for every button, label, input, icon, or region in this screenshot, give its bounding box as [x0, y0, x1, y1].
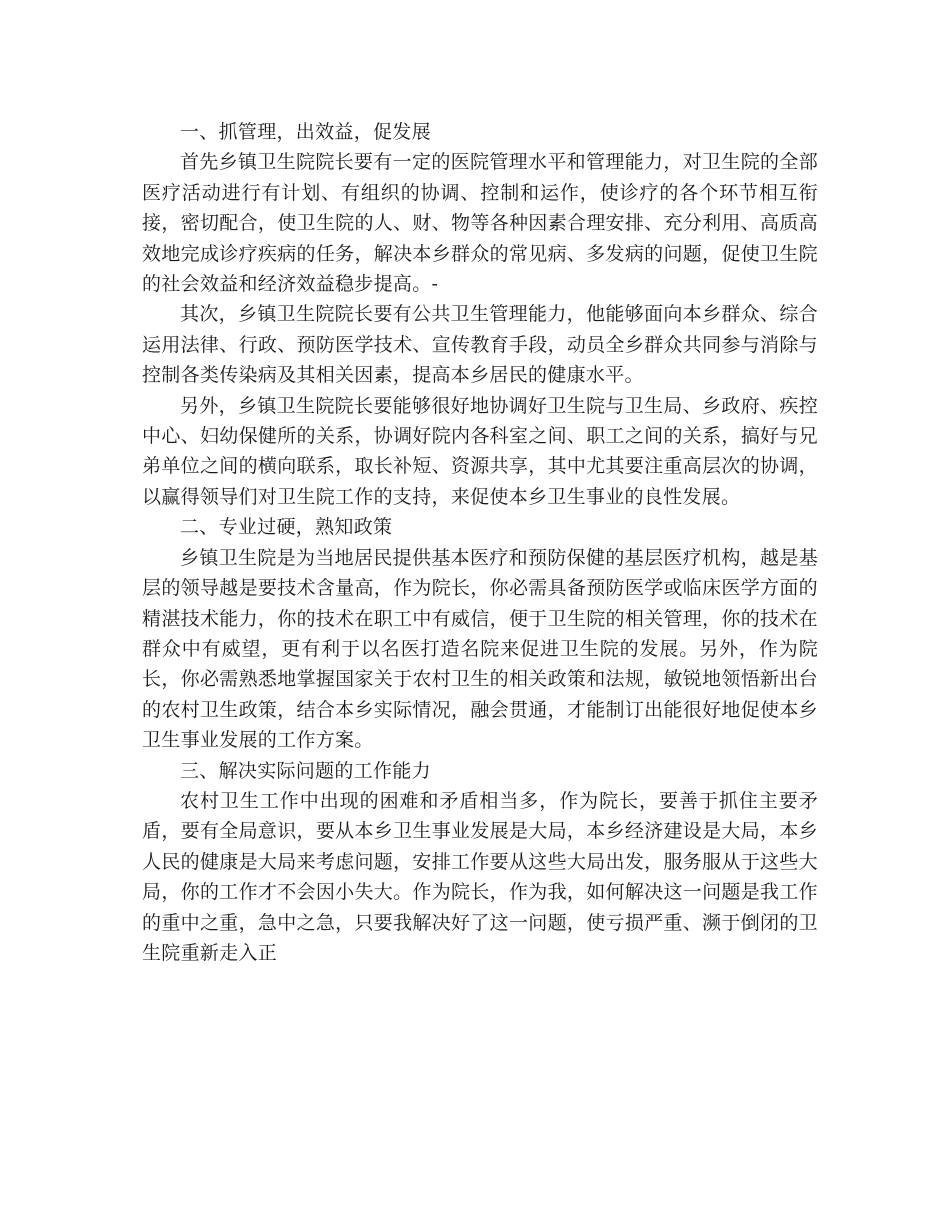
section-heading-1: 一、抓管理，出效益，促发展: [180, 121, 431, 143]
paragraph-public-health: 其次，乡镇卫生院院长要有公共卫生管理能力，他能够面向本乡群众、综合运用法律、行政、预防医学技术、宣传教育手段，动员全乡群众共同参与消除与控制各类传染病及其相关因素，提高本乡居民的健康水平。: [142, 303, 818, 387]
paragraph-problem-solving: 农村卫生工作中出现的困难和矛盾相当多，作为院长，要善于抓住主要矛盾，要有全局意识，要从本乡卫生事业发展是大局，本乡经济建设是大局，本乡人民的健康是大局来考虑问题，安排工作要从这些大局出发，服务服从于这些大局，你的工作才不会因小失大。作为院长，作为我，如何解决这一问题是我工作的重中之重，急中之急，只要我解决好了这一问题，使亏损严重、濒于倒闭的卫生院重新走入正: [142, 789, 818, 964]
section-heading-3: 三、解决实际问题的工作能力: [180, 759, 431, 782]
document-body: [142, 117, 818, 968]
paragraph-coordination: 另外，乡镇卫生院院长要能够很好地协调好卫生院与卫生局、乡政府、疾控中心、妇幼保健所的关系，协调好院内各科室之间、职工之间的关系，搞好与兄弟单位之间的横向联系，取长补短、资源共享，其中尤其要注重高层次的协调，以赢得领导们对卫生院工作的支持，来促使本乡卫生事业的良性发展。: [142, 394, 818, 508]
paragraph-management-ability: 首先乡镇卫生院院长要有一定的医院管理水平和管理能力，对卫生院的全部医疗活动进行有计划、有组织的协调、控制和运作，使诊疗的各个环节相互衔接，密切配合，使卫生院的人、财、物等各种因素合理安排、充分利用、高质高效地完成诊疗疾病的任务，解决本乡群众的常见病、多发病的问题，促使卫生院的社会效益和经济效益稳步提高。-: [142, 151, 818, 296]
section-heading-2: 二、专业过硬，熟知政策: [180, 516, 393, 539]
paragraph-professional-skills: 乡镇卫生院是为当地居民提供基本医疗和预防保健的基层医疗机构，越是基层的领导越是要技术含量高，作为院长，你必需具备预防医学或临床医学方面的精湛技术能力，你的技术在职工中有威信，便于卫生院的相关管理，你的技术在群众中有威望，更有利于以名医打造名院来促进卫生院的发展。另外，作为院长，你必需熟悉地掌握国家关于农村卫生的相关政策和法规，敏锐地领悟新出台的农村卫生政策，结合本乡实际情况，融会贯通，才能制订出能很好地促使本乡卫生事业发展的工作方案。: [142, 546, 818, 752]
